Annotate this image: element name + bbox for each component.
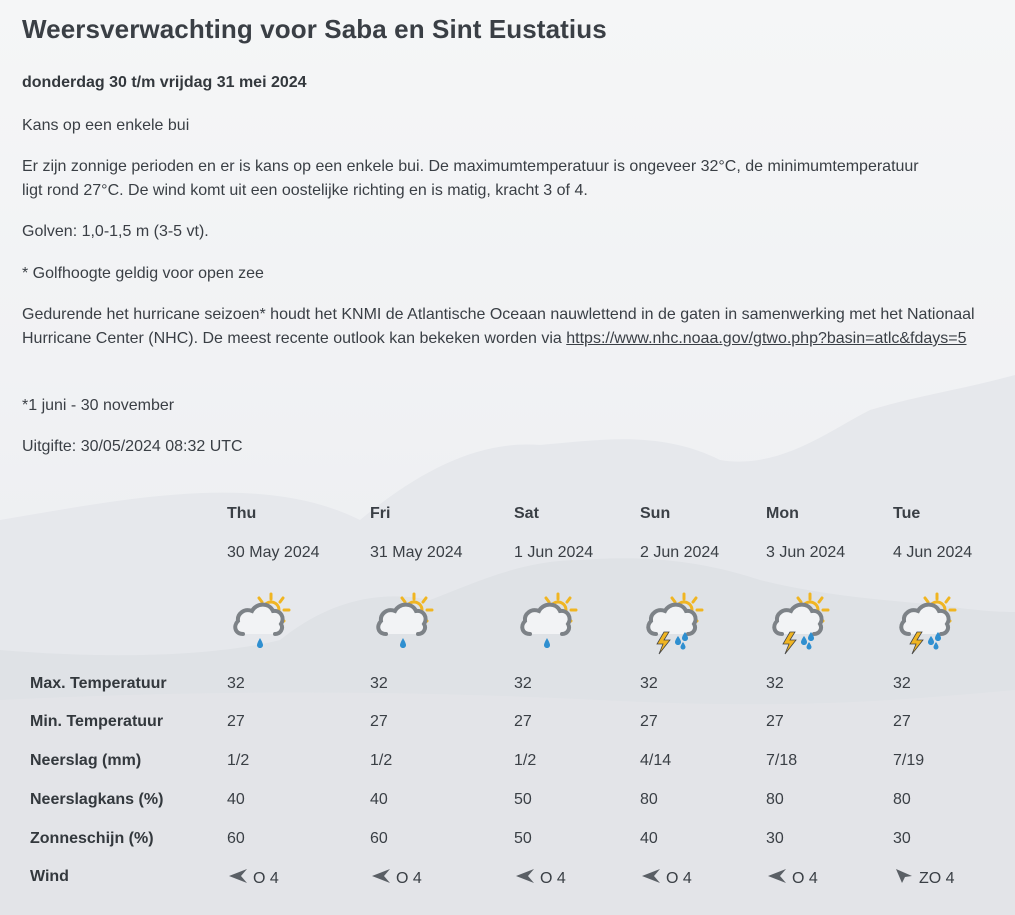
day-name: Sun <box>640 505 671 522</box>
cell-sunshine: 50 <box>514 830 532 847</box>
day-date: 3 Jun 2024 <box>766 544 846 561</box>
cell-max-temp: 32 <box>514 675 532 692</box>
cell-min-temp: 27 <box>640 713 658 730</box>
cell-precip: 7/19 <box>893 752 925 769</box>
cell-min-temp: 27 <box>766 713 784 730</box>
cell-wind <box>227 867 279 890</box>
wind-direction-arrow-icon <box>640 867 662 890</box>
wind-direction-arrow-icon <box>370 867 392 890</box>
wind-value: ZO 4 <box>919 869 955 887</box>
cell-max-temp: 32 <box>766 675 784 692</box>
cell-precip: 7/18 <box>766 752 798 769</box>
cell-precip: 1/2 <box>227 752 250 769</box>
cell-sunshine: 40 <box>640 830 658 847</box>
cell-precip: 1/2 <box>514 752 537 769</box>
cell-sunshine: 30 <box>893 830 911 847</box>
sun-cloud-rain-icon <box>516 588 586 658</box>
row-label-sunshine: Zonneschijn (%) <box>30 830 154 847</box>
wind-direction-arrow-icon <box>514 867 536 890</box>
wind-value: O 4 <box>540 869 566 887</box>
issued-time: Uitgifte: 30/05/2024 08:32 UTC <box>22 438 243 455</box>
forecast-summary: Kans op een enkele bui <box>22 117 190 134</box>
day-name: Mon <box>766 505 799 522</box>
cell-precip-chance: 40 <box>227 791 245 808</box>
cell-sunshine: 60 <box>370 830 388 847</box>
cell-wind <box>640 867 692 890</box>
cell-sunshine: 60 <box>227 830 245 847</box>
row-label-wind: Wind <box>30 868 69 885</box>
cell-max-temp: 32 <box>893 675 911 692</box>
cell-min-temp: 27 <box>893 713 911 730</box>
cell-wind <box>370 867 422 890</box>
cell-max-temp: 32 <box>370 675 388 692</box>
cell-max-temp: 32 <box>640 675 658 692</box>
day-name: Fri <box>370 505 391 522</box>
cell-wind <box>514 867 566 890</box>
cell-precip-chance: 80 <box>893 791 911 808</box>
cell-precip: 1/2 <box>370 752 393 769</box>
cell-min-temp: 27 <box>370 713 388 730</box>
day-date: 30 May 2024 <box>227 544 320 561</box>
day-date: 1 Jun 2024 <box>514 544 594 561</box>
forecast-period: donderdag 30 t/m vrijdag 31 mei 2024 <box>22 74 307 91</box>
cell-precip-chance: 40 <box>370 791 388 808</box>
day-date: 31 May 2024 <box>370 544 463 561</box>
row-label-precip: Neerslag (mm) <box>30 752 142 769</box>
cell-sunshine: 30 <box>766 830 784 847</box>
sun-cloud-thunder-icon <box>895 588 965 658</box>
wind-direction-arrow-icon <box>766 867 788 890</box>
wind-direction-arrow-icon <box>227 867 249 890</box>
cell-wind <box>893 867 955 890</box>
wind-direction-arrow-icon <box>893 867 915 890</box>
cell-precip-chance: 80 <box>766 791 784 808</box>
cell-precip-chance: 50 <box>514 791 532 808</box>
wave-note: * Golfhoogte geldig voor open zee <box>22 265 264 282</box>
wind-value: O 4 <box>666 869 692 887</box>
cell-min-temp: 27 <box>514 713 532 730</box>
sun-cloud-rain-icon <box>229 588 299 658</box>
row-label-min-temp: Min. Temperatuur <box>30 713 164 730</box>
day-date: 4 Jun 2024 <box>893 544 973 561</box>
wind-value: O 4 <box>253 869 279 887</box>
season-note: *1 juni - 30 november <box>22 397 175 414</box>
forecast-description: Er zijn zonnige perioden en er is kans op een enkele bui. De maximumtemperatuur is ongeveer 32°C, de minimumtemperatuur ligt rond 27°C. De wind komt uit een oostelijke richting en is matig, kracht 3 of 4. <box>22 158 919 199</box>
sun-cloud-thunder-icon <box>768 588 838 658</box>
sun-cloud-rain-icon <box>372 588 442 658</box>
day-name: Sat <box>514 505 539 522</box>
waves-text: Golven: 1,0-1,5 m (3-5 vt). <box>22 223 209 240</box>
hurricane-paragraph <box>22 303 997 351</box>
page-title: Weersverwachting voor Saba en Sint Eustatius <box>22 14 607 44</box>
hurricane-text: Gedurende het hurricane seizoen* houdt het KNMI de Atlantische Oceaan nauwlettend in de gaten in samenwerking met het Nationaal Hurricane Center (NHC). De meest recente outlook kan bekeken worden via <box>22 306 975 347</box>
day-name: Thu <box>227 505 257 522</box>
wind-value: O 4 <box>396 869 422 887</box>
row-label-precip-chance: Neerslagkans (%) <box>30 791 164 808</box>
day-name: Tue <box>893 505 921 522</box>
wind-value: O 4 <box>792 869 818 887</box>
row-label-max-temp: Max. Temperatuur <box>30 675 167 692</box>
cell-precip: 4/14 <box>640 752 672 769</box>
cell-wind <box>766 867 818 890</box>
sun-cloud-thunder-icon <box>642 588 712 658</box>
cell-min-temp: 27 <box>227 713 245 730</box>
cell-max-temp: 32 <box>227 675 245 692</box>
nhc-outlook-link[interactable]: https://www.nhc.noaa.gov/gtwo.php?basin=atlc&fdays=5 <box>566 330 967 347</box>
cell-precip-chance: 80 <box>640 791 658 808</box>
day-date: 2 Jun 2024 <box>640 544 720 561</box>
